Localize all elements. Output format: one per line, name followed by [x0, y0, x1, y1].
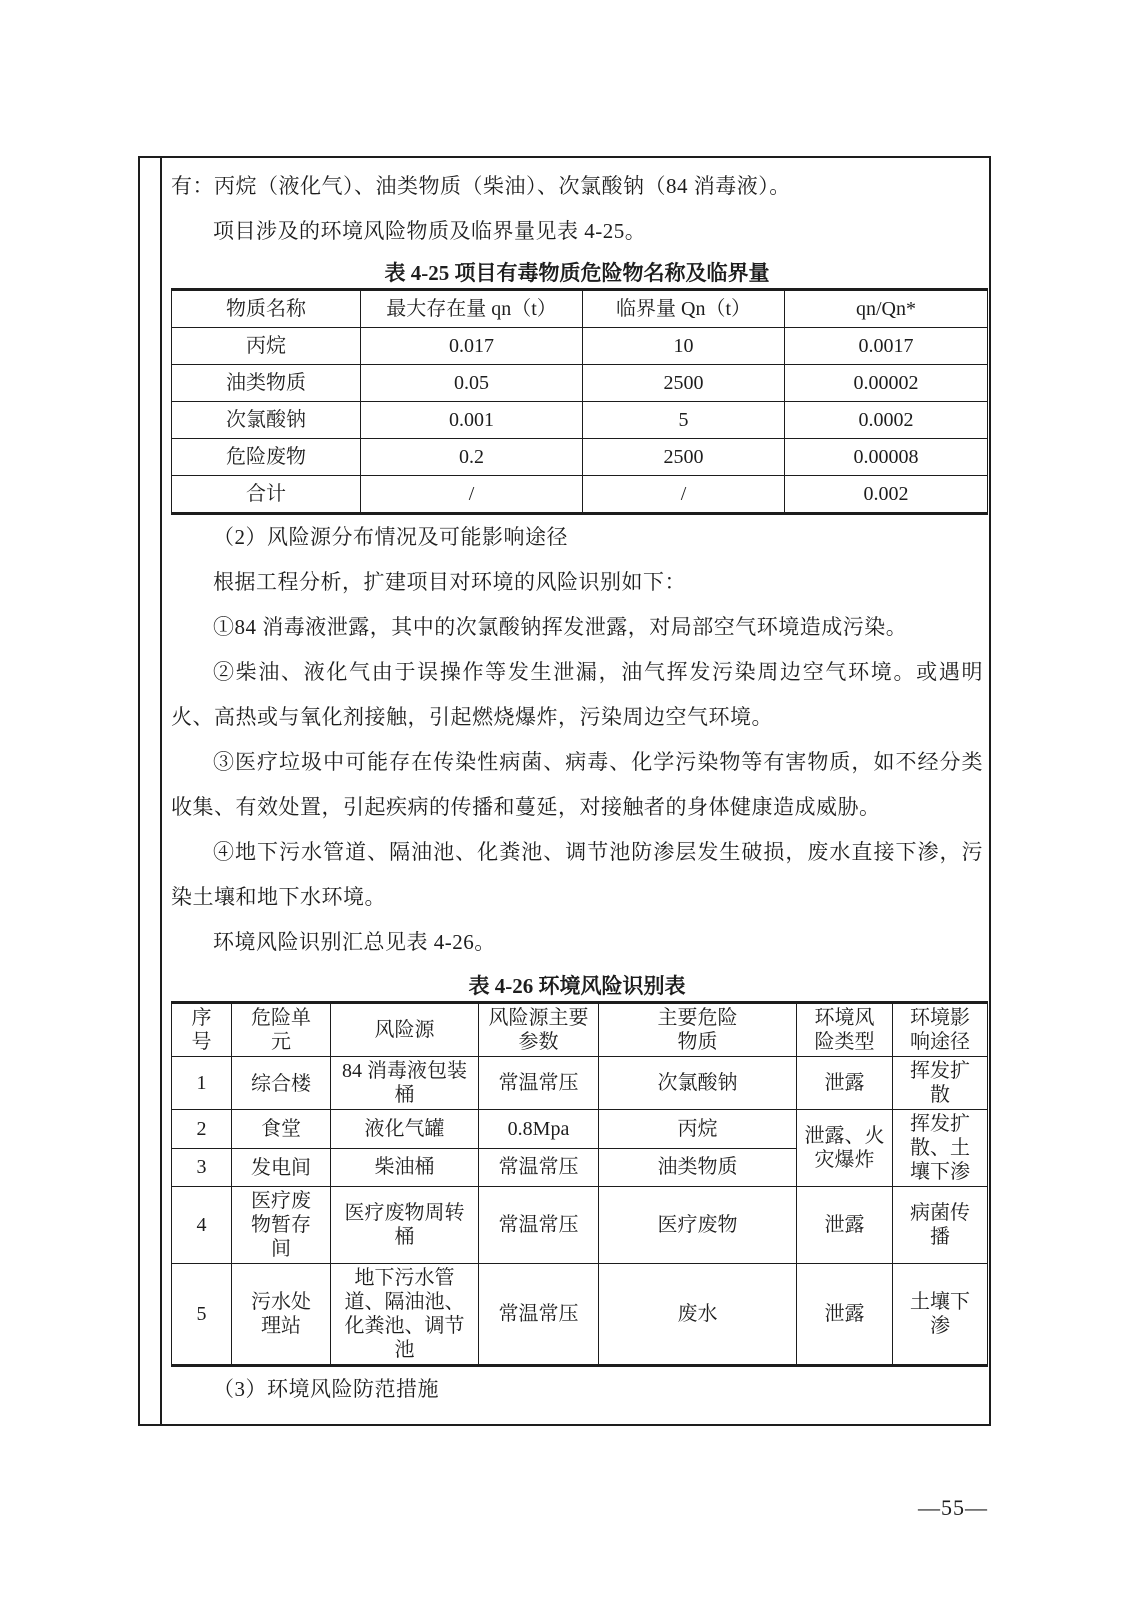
- table-cell: 0.05: [361, 365, 583, 402]
- table-row: [172, 439, 988, 476]
- table-cell: 泄露: [797, 1187, 893, 1264]
- paragraph-prevention-heading: （3）环境风险防范措施: [213, 1377, 439, 1401]
- table-cell: 1: [172, 1057, 232, 1110]
- table-cell: 地下污水管道、隔油池、化粪池、调节池: [331, 1264, 479, 1366]
- intro-line-2: 项目涉及的环境风险物质及临界量见表 4-25。: [213, 219, 647, 243]
- table-cell: 丙烷: [172, 328, 361, 365]
- table-row: [172, 1057, 988, 1110]
- table-row: [172, 476, 988, 514]
- table-cell: 0.002: [785, 476, 988, 514]
- table-cell: 2: [172, 1110, 232, 1149]
- table-header-row: [172, 1003, 988, 1057]
- column-header: 环境影响途径: [893, 1003, 988, 1057]
- table-4-25-title: 表 4-25 项目有毒物质危险物名称及临界量: [384, 261, 770, 285]
- paragraph-analysis-intro: 根据工程分析，扩建项目对环境的风险识别如下：: [213, 570, 686, 594]
- paragraph-risk-item-4: ④地下污水管道、隔油池、化粪池、调节池防渗层发生破损，废水直接下渗，污染土壤和地下水环境。: [171, 840, 983, 909]
- form-content-box: [138, 156, 991, 1426]
- table-cell-merged: 泄露、火灾爆炸: [797, 1110, 893, 1187]
- table-cell: 油类物质: [172, 365, 361, 402]
- form-left-gutter-column: [140, 158, 162, 1424]
- table-cell: 液化气罐: [331, 1110, 479, 1149]
- table-cell: /: [583, 476, 785, 514]
- table-cell: 次氯酸钠: [172, 402, 361, 439]
- table-cell: 医疗废物: [599, 1187, 797, 1264]
- table-cell: /: [361, 476, 583, 514]
- table-cell: 4: [172, 1187, 232, 1264]
- table-cell: 综合楼: [232, 1057, 331, 1110]
- column-header: qn/Qn*: [785, 290, 988, 328]
- table-4-26-title: 表 4-26 环境风险识别表: [468, 974, 686, 998]
- table-cell: 5: [172, 1264, 232, 1366]
- column-header: 环境风险类型: [797, 1003, 893, 1057]
- table-cell: 泄露: [797, 1057, 893, 1110]
- table-cell: 10: [583, 328, 785, 365]
- table-cell: 84 消毒液包装桶: [331, 1057, 479, 1110]
- table-cell: 3: [172, 1148, 232, 1187]
- table-cell: 0.0017: [785, 328, 988, 365]
- table-cell: 病菌传播: [893, 1187, 988, 1264]
- table-cell: 2500: [583, 365, 785, 402]
- table-cell: 挥发扩散: [893, 1057, 988, 1110]
- table-cell: 合计: [172, 476, 361, 514]
- column-header: 物质名称: [172, 290, 361, 328]
- table-row: [172, 328, 988, 365]
- table-header-row: [172, 290, 988, 328]
- table-cell: 次氯酸钠: [599, 1057, 797, 1110]
- table-cell: 医疗废物周转桶: [331, 1187, 479, 1264]
- table-cell: 发电间: [232, 1148, 331, 1187]
- page-number: —55—: [918, 1495, 988, 1520]
- intro-line-1: 有：丙烷（液化气）、油类物质（柴油）、次氯酸钠（84 消毒液）。: [171, 174, 791, 198]
- table-cell: 0.2: [361, 439, 583, 476]
- table-cell: 常温常压: [479, 1187, 599, 1264]
- table-cell-merged: 挥发扩散、土壤下渗: [893, 1110, 988, 1187]
- column-header: 风险源主要参数: [479, 1003, 599, 1057]
- paragraph-risk-item-1: ①84 消毒液泄露，其中的次氯酸钠挥发泄露，对局部空气环境造成污染。: [213, 615, 908, 639]
- table-cell: 废水: [599, 1264, 797, 1366]
- table-cell: 5: [583, 402, 785, 439]
- table-cell: 常温常压: [479, 1148, 599, 1187]
- table-cell: 0.00008: [785, 439, 988, 476]
- table-cell: 污水处理站: [232, 1264, 331, 1366]
- table-row: [172, 1264, 988, 1366]
- table-cell: 0.8Mpa: [479, 1110, 599, 1149]
- form-content-area: [164, 158, 989, 1424]
- table-cell: 常温常压: [479, 1264, 599, 1366]
- table-cell: 0.001: [361, 402, 583, 439]
- table-cell: 土壤下渗: [893, 1264, 988, 1366]
- table-cell: 0.0002: [785, 402, 988, 439]
- table-cell: 柴油桶: [331, 1148, 479, 1187]
- column-header: 风险源: [331, 1003, 479, 1057]
- table-cell: 0.00002: [785, 365, 988, 402]
- table-cell: 常温常压: [479, 1057, 599, 1110]
- table-row: [172, 1187, 988, 1264]
- table-row: [172, 402, 988, 439]
- column-header: 主要危险物质: [599, 1003, 797, 1057]
- table-cell: 泄露: [797, 1264, 893, 1366]
- paragraph-table-reference: 环境风险识别汇总见表 4-26。: [213, 930, 496, 954]
- table-row: [172, 1110, 988, 1149]
- table-4-25: [171, 288, 988, 515]
- table-cell: 食堂: [232, 1110, 331, 1149]
- table-cell: 0.017: [361, 328, 583, 365]
- table-row: [172, 365, 988, 402]
- paragraph-risk-sources-heading: （2）风险源分布情况及可能影响途径: [213, 525, 568, 549]
- paragraph-risk-item-3: ③医疗垃圾中可能存在传染性病菌、病毒、化学污染物等有害物质，如不经分类收集、有效处置，引起疾病的传播和蔓延，对接触者的身体健康造成威胁。: [171, 750, 983, 819]
- table-cell: 2500: [583, 439, 785, 476]
- table-cell: 危险废物: [172, 439, 361, 476]
- table-cell: 医疗废物暂存间: [232, 1187, 331, 1264]
- column-header: 序号: [172, 1003, 232, 1057]
- table-4-26: [171, 1001, 988, 1367]
- table-cell: 丙烷: [599, 1110, 797, 1149]
- paragraph-risk-item-2: ②柴油、液化气由于误操作等发生泄漏，油气挥发污染周边空气环境。或遇明火、高热或与氧化剂接触，引起燃烧爆炸，污染周边空气环境。: [171, 660, 983, 729]
- table-cell: 油类物质: [599, 1148, 797, 1187]
- column-header: 危险单元: [232, 1003, 331, 1057]
- column-header: 临界量 Qn（t）: [583, 290, 785, 328]
- column-header: 最大存在量 qn（t）: [361, 290, 583, 328]
